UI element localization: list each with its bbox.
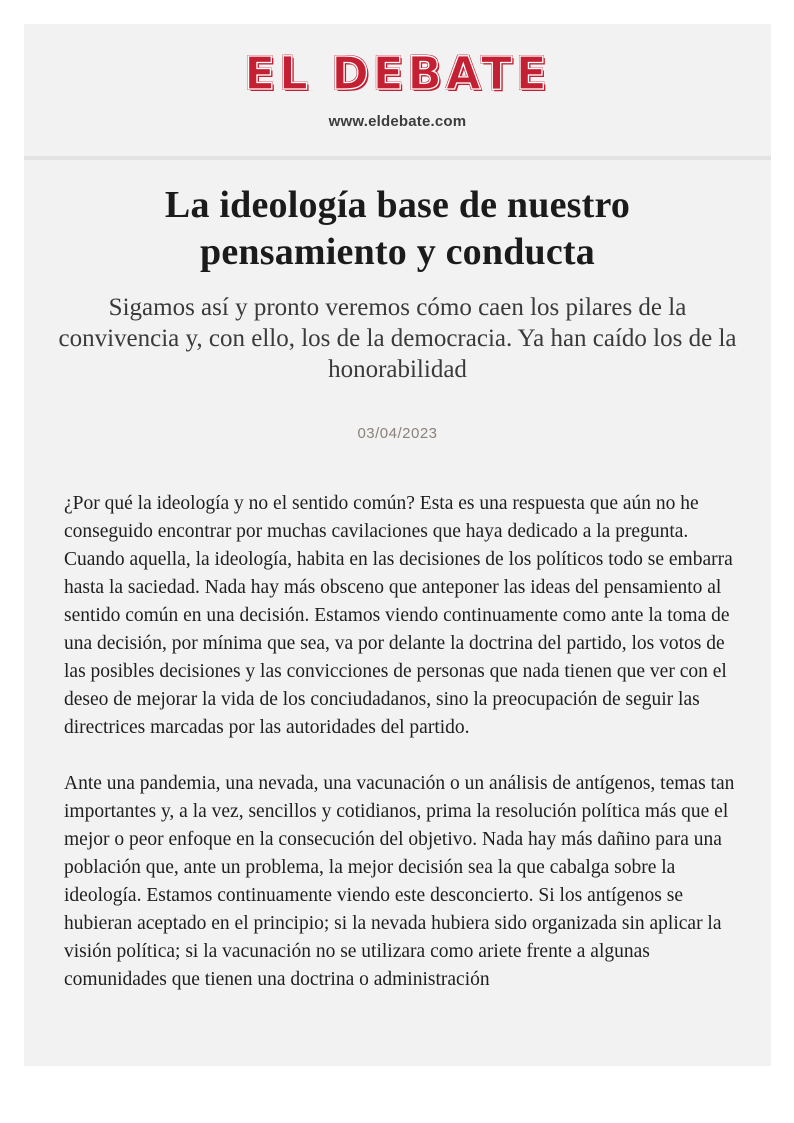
article-date: 03/04/2023 [357, 425, 438, 443]
article-subtitle: Sigamos así y pronto veremos cómo caen los pilares de la convivencia y, con ello, los de la democracia. Ya han caído los de la honorabilidad [58, 294, 737, 384]
site-url: www.eldebate.com [328, 113, 467, 130]
site-header [24, 47, 771, 130]
article-paragraph-2: Ante una pandemia, una nevada, una vacunación o un análisis de antígenos, temas tan importantes y, a la vez, sencillos y cotidianos, prima la resolución política más que el mejor o peor enfoque en la consecución del objetivo. Nada hay más dañino para una población que, ante un problema, la mejor decisión sea la que cabalga sobre la ideología. Estamos continuamente viendo este desconcierto. Si los antígenos se hubieran aceptado en el principio; si la nevada hubiera sido organizada sin aplicar la visión política; si la vacunación no se utilizara como ariete frente a algunas comunidades que tienen una doctrina o administración [64, 773, 735, 991]
article-body [64, 490, 734, 994]
article-title: La ideología base de nuestro pensamiento y conducta [164, 184, 631, 274]
header-divider [24, 156, 771, 160]
article-paragraph-1: ¿Por qué la ideología y no el sentido común? Esta es una respuesta que aún no he conseguido encontrar por muchas cavilaciones que haya dedicado a la pregunta. Cuando aquella, la ideología, habita en las decisiones de los políticos todo se embarra hasta la saciedad. Nada hay más obsceno que anteponer las ideas del pensamiento al sentido común en una decisión. Estamos viendo continuamente como ante la toma de una decisión, por mínima que sea, va por delante la doctrina del partido, los votos de las posibles decisiones y las convicciones de personas que nada tienen que ver con el deseo de mejorar la vida de los conciudadanos, sino la preocupación de seguir las directrices marcadas por las autoridades del partido. [64, 493, 733, 739]
article-content [24, 182, 771, 994]
article-page [24, 24, 771, 1066]
site-logo: EL DEBATE [244, 47, 551, 100]
